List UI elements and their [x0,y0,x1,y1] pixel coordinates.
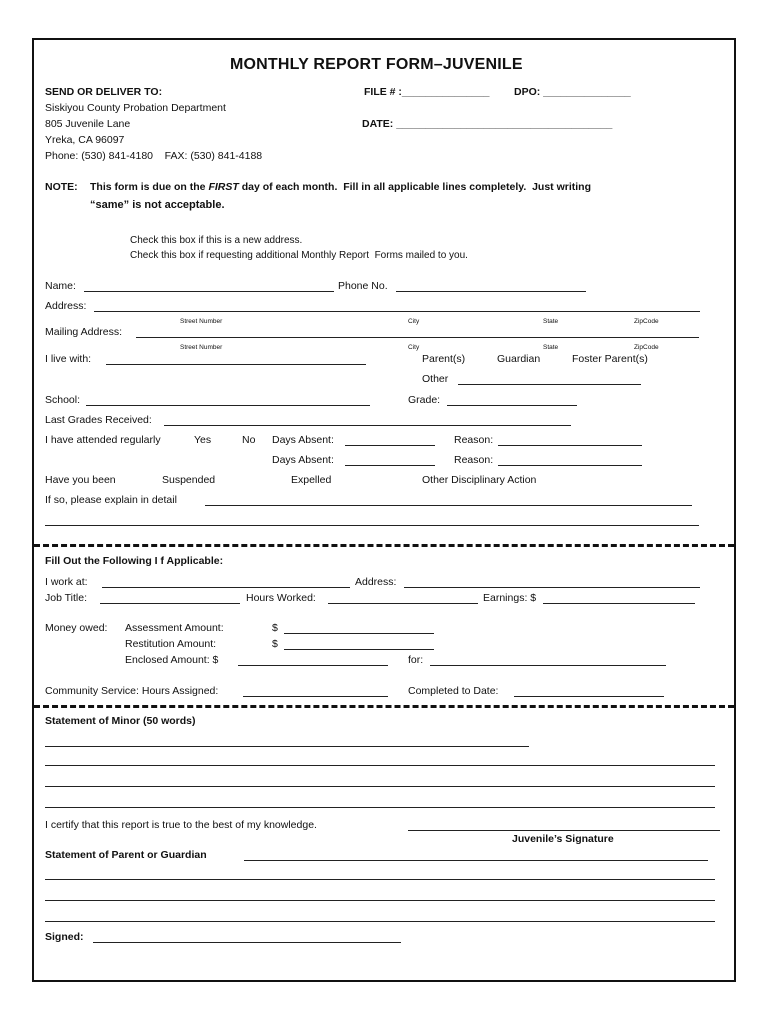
community-service-label: Community Service: Hours Assigned: [45,685,219,697]
have-you-been-label: Have you been [45,474,116,486]
form-title: MONTHLY REPORT FORM–JUVENILE [230,56,523,73]
form-border [32,38,736,982]
guardian-option[interactable]: Guardian [497,353,541,365]
attendance-no[interactable]: No [242,434,256,446]
name-input[interactable] [84,291,334,292]
work-at-input[interactable] [102,587,350,588]
new-address-checkbox[interactable] [116,236,125,245]
address-line-4: Phone: (530) 841-4180 FAX: (530) 841-4188 [45,150,263,162]
work-address-input[interactable] [404,587,700,588]
school-label: School: [45,394,81,406]
days-absent-input[interactable] [345,445,435,446]
restitution-label: Restitution Amount: [125,638,217,650]
note-label: NOTE: [45,181,78,193]
additional-forms-checkbox[interactable] [116,251,125,260]
minor-statement-line[interactable] [45,746,529,747]
assessment-input[interactable] [284,633,434,634]
note-text-line2: “same” is not acceptable. [90,199,225,211]
completed-label: Completed to Date: [408,685,499,697]
attendance-yes[interactable]: Yes [194,434,212,446]
completed-input[interactable] [514,696,664,697]
reason-label: Reason: [454,434,494,446]
reason-input[interactable] [498,445,642,446]
parent-statement-line[interactable] [45,921,715,922]
parent-statement-line[interactable] [45,879,715,880]
enclosed-label: Enclosed Amount: $ [125,654,219,666]
money-owed-label: Money owed: [45,622,108,634]
other-input[interactable] [458,384,641,385]
enclosed-input[interactable] [238,665,388,666]
certify-text: I certify that this report is true to the best of my knowledge. [45,819,317,831]
minor-statement-line[interactable] [45,807,715,808]
restitution-dollar: $ [272,638,278,650]
for-input[interactable] [430,665,666,666]
address-line-3: Yreka, CA 96097 [45,134,125,146]
zipcode-caption: ZipCode [634,318,659,325]
street-number-caption: Street Number [180,318,223,325]
reason-input[interactable] [498,465,642,466]
mailing-address-input[interactable] [136,337,699,338]
phone-label: Phone No. [338,280,388,292]
days-absent-label: Days Absent: [272,454,334,466]
grade-label: Grade: [408,394,441,406]
new-address-label: Check this box if this is a new address. [130,235,303,246]
city-caption: City [408,318,420,325]
assessment-dollar: $ [272,622,278,634]
minor-statement-line[interactable] [45,786,715,787]
section2-heading: Fill Out the Following I f Applicable: [45,555,224,567]
section-divider [34,544,734,547]
hours-worked-input[interactable] [328,603,478,604]
explain-input-line2[interactable] [45,525,699,526]
community-service-input[interactable] [243,696,388,697]
restitution-input[interactable] [284,649,434,650]
job-title-label: Job Title: [45,592,88,604]
parents-option[interactable]: Parent(s) [422,353,466,365]
last-grades-label: Last Grades Received: [45,414,152,426]
street-number-caption: Street Number [180,344,223,351]
zipcode-caption: ZipCode [634,344,659,351]
mailing-address-label: Mailing Address: [45,326,123,338]
date-field[interactable]: DATE: _____________________________________ [362,118,613,130]
earnings-input[interactable] [543,603,695,604]
work-at-label: I work at: [45,576,88,588]
work-address-label: Address: [355,576,397,588]
live-with-input[interactable] [106,364,366,365]
school-input[interactable] [86,405,370,406]
live-with-label: I live with: [45,353,92,365]
expelled-option[interactable]: Expelled [291,474,332,486]
address-line-2: 805 Juvenile Lane [45,118,131,130]
city-caption: City [408,344,420,351]
job-title-input[interactable] [100,603,240,604]
for-label: for: [408,654,424,666]
last-grades-input[interactable] [164,425,571,426]
earnings-label: Earnings: $ [483,592,537,604]
juvenile-signature-input[interactable] [408,830,720,831]
suspended-option[interactable]: Suspended [162,474,216,486]
grade-input[interactable] [447,405,577,406]
section-divider [34,705,734,708]
additional-forms-label: Check this box if requesting additional Monthly Report Forms mailed to you. [130,250,468,261]
file-number-field[interactable]: FILE # :_______________ [364,86,490,98]
parent-statement-input[interactable] [244,860,708,861]
reason-label: Reason: [454,454,494,466]
dpo-field[interactable]: DPO: _______________ [514,86,631,98]
address-line-1: Siskiyou County Probation Department [45,102,226,114]
explain-input[interactable] [205,505,692,506]
address-input[interactable] [94,311,700,312]
send-to-heading: SEND OR DELIVER TO: [45,86,163,98]
days-absent-label: Days Absent: [272,434,334,446]
days-absent-input[interactable] [345,465,435,466]
phone-input[interactable] [396,291,586,292]
other-disciplinary-option[interactable]: Other Disciplinary Action [422,474,537,486]
minor-statement-heading: Statement of Minor (50 words) [45,715,196,727]
assessment-label: Assessment Amount: [125,622,224,634]
signed-label: Signed: [45,931,84,943]
name-label: Name: [45,280,76,292]
juvenile-signature-label: Juvenile’s Signature [512,833,614,845]
note-text: This form is due on the FIRST day of each month. Fill in all applicable lines completely. Just writing [90,181,591,193]
explain-label: If so, please explain in detail [45,494,177,506]
attendance-label: I have attended regularly [45,434,161,446]
hours-worked-label: Hours Worked: [246,592,316,604]
minor-statement-line[interactable] [45,765,715,766]
state-caption: State [543,318,559,325]
parent-statement-line[interactable] [45,900,715,901]
other-option[interactable]: Other [422,373,449,385]
foster-parents-option[interactable]: Foster Parent(s) [572,353,648,365]
state-caption: State [543,344,559,351]
signed-input[interactable] [93,942,401,943]
address-label: Address: [45,300,87,312]
parent-statement-label: Statement of Parent or Guardian [45,849,207,861]
